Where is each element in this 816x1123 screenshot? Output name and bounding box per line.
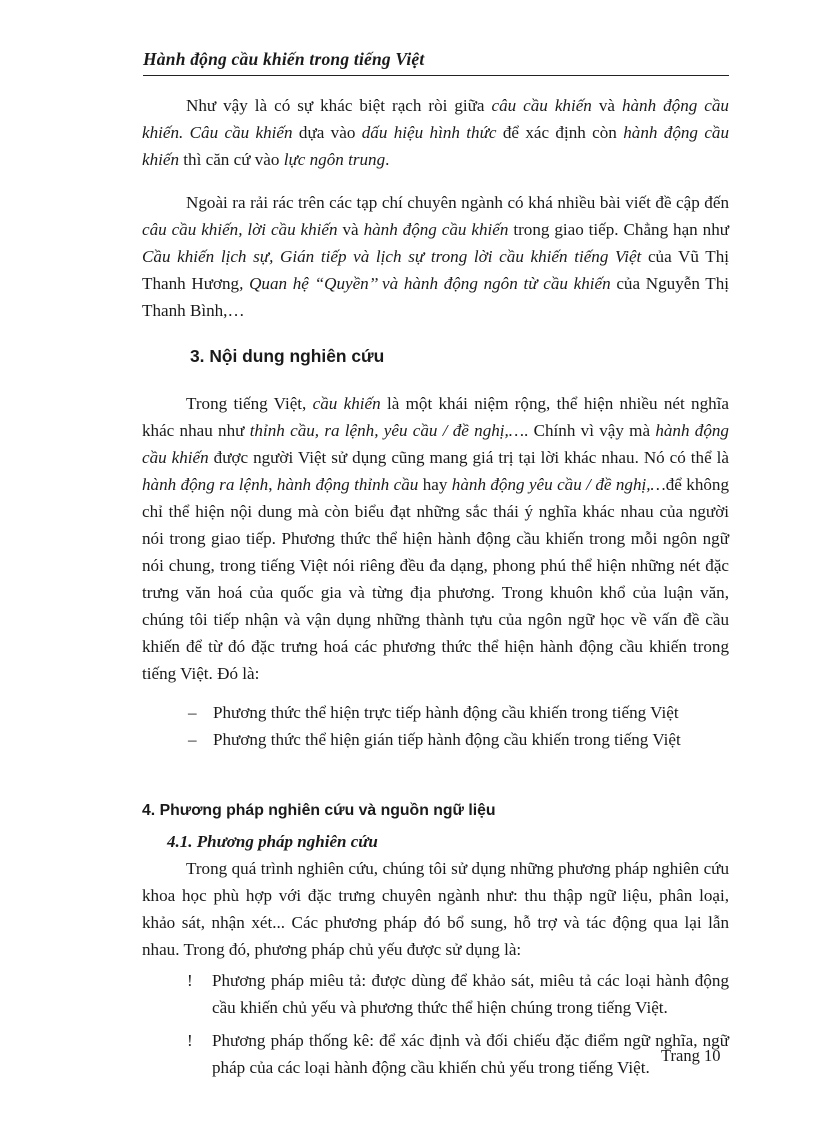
list-item xyxy=(142,726,729,753)
method-list xyxy=(142,967,729,1081)
text-run: của Nguyễn Thị Thanh Bình,… xyxy=(142,274,729,320)
header-title: Hành động cầu khiến trong tiếng Việt xyxy=(143,49,425,69)
paragraph-1 xyxy=(142,92,729,173)
text-run: , xyxy=(268,475,277,494)
list-item-text: Phương pháp miêu tả: được dùng để khảo sát, miêu tả các loại hành động cầu khiến chủ yếu và phương thức thể hiện chúng trong tiếng Việt. xyxy=(212,971,729,1017)
text-run: của Vũ Thị Thanh Hương xyxy=(142,247,729,293)
page-content xyxy=(142,92,729,1081)
list-item-text: Phương thức thể hiện trực tiếp hành động cầu khiến trong tiếng Việt xyxy=(213,703,679,722)
text-run: là một khái niệm rộng, thể hiện nhiều nét nghĩa khác nhau như xyxy=(142,394,729,440)
text-run: Ngoài ra rải rác trên các tạp chí chuyên ngành có khá nhiều bài viết đề cập đến xyxy=(186,193,729,212)
italic-run: hành động cầu khiến xyxy=(142,421,729,467)
exclamation-bullet: ! xyxy=(187,971,193,990)
paragraph-2 xyxy=(142,189,729,324)
list-item xyxy=(142,699,729,726)
text-run: Trong tiếng Việt, xyxy=(186,394,313,413)
italic-run: lực ngôn trung xyxy=(283,150,386,169)
text-run: và xyxy=(337,220,364,239)
list-item xyxy=(142,967,729,1021)
text-run: trong giao tiếp. Chẳng hạn như xyxy=(508,220,730,239)
paragraph-3 xyxy=(142,390,729,687)
italic-run: hành động yêu cầu / đề nghị,… xyxy=(451,475,666,494)
text-run: hay xyxy=(418,475,452,494)
text-run: . Chính vì vậy mà xyxy=(524,421,656,440)
italic-run: , Quan hệ “Quyền’’ và hành động ngôn từ cầu khiến xyxy=(239,274,611,293)
section-heading-3: 3. Nội dung nghiên cứu xyxy=(190,346,385,366)
italic-run: Cầu khiến lịch sự, Gián tiếp và lịch sự trong lời cầu khiến tiếng Việt xyxy=(142,247,642,266)
italic-run: hành động cầu khiến xyxy=(142,123,729,169)
italic-run: câu cầu khiến xyxy=(491,96,592,115)
italic-run: hành động cầu khiến xyxy=(363,220,509,239)
list-item-text: Phương pháp thống kê: để xác định và đối chiếu đặc điểm ngữ nghĩa, ngữ pháp của các loại hành động cầu khiến chủ yếu trong tiếng Việt. xyxy=(212,1031,729,1077)
italic-run: hành động ra lệnh xyxy=(142,475,269,494)
italic-run: hành động cầu khiến. Câu cầu khiến xyxy=(142,96,729,142)
text-run: và xyxy=(591,96,622,115)
list-item xyxy=(142,1027,729,1081)
text-run: để xác định còn xyxy=(496,123,624,142)
running-header xyxy=(143,49,729,76)
list-item-text: Phương thức thể hiện gián tiếp hành động cầu khiến trong tiếng Việt xyxy=(213,730,681,749)
italic-run: hành động thỉnh cầu xyxy=(276,475,419,494)
section-heading-4: 4. Phương pháp nghiên cứu và nguồn ngữ liệu xyxy=(142,802,496,819)
exclamation-bullet: ! xyxy=(187,1031,193,1050)
italic-run: cầu khiến xyxy=(312,394,381,413)
text-run: thì căn cứ vào xyxy=(179,150,284,169)
subsection-heading-4-1: 4.1. Phương pháp nghiên cứu xyxy=(167,832,378,851)
dash-list xyxy=(142,699,729,753)
dash-bullet: – xyxy=(188,730,197,749)
text-run: . xyxy=(385,150,390,169)
italic-run: câu cầu khiến, lời cầu khiến xyxy=(142,220,338,239)
text-run: dựa vào xyxy=(292,123,362,142)
text-run: Như vậy là có sự khác biệt rạch ròi giữa xyxy=(186,96,492,115)
dash-bullet: – xyxy=(188,703,197,722)
paragraph-4: Trong quá trình nghiên cứu, chúng tôi sử dụng những phương pháp nghiên cứu khoa học phù hợp với đặc trưng chuyên ngành như: thu thập ngữ liệu, phân loại, khảo sát, nhận xét... Các phương pháp đó bổ sung, hỗ trợ và tác động qua lại lẫn nhau. Trong đó, phương pháp chủ yếu được sử dụng là: xyxy=(142,859,729,959)
italic-run: thỉnh cầu, ra lệnh, yêu cầu / đề nghị,… xyxy=(249,421,525,440)
italic-run: dấu hiệu hình thức xyxy=(361,123,497,142)
page-number: Trang 10 xyxy=(661,1046,721,1065)
text-run: để không chỉ thể hiện nội dung mà còn biểu đạt những sắc thái ý nghĩa khác nhau của người nói trong giao tiếp. Phương thức thể hiện hành động cầu khiến trong mỗi ngôn ngữ nói chung, trong tiếng Việt nói riêng đều đa dạng, phong phú thể hiện những nét đặc trưng văn hoá của quốc gia và từng địa phương. Trong khuôn khổ của luận văn, chúng tôi tiếp nhận và vận dụng những thành tựu của ngôn ngữ học về vấn đề cầu khiến để từ đó đặc trưng hoá các phương thức thể hiện hành động cầu khiến trong tiếng Việt. Đó là: xyxy=(142,475,730,683)
text-run: được người Việt sử dụng cũng mang giá trị tại lời khác nhau. Nó có thể là xyxy=(208,448,729,467)
